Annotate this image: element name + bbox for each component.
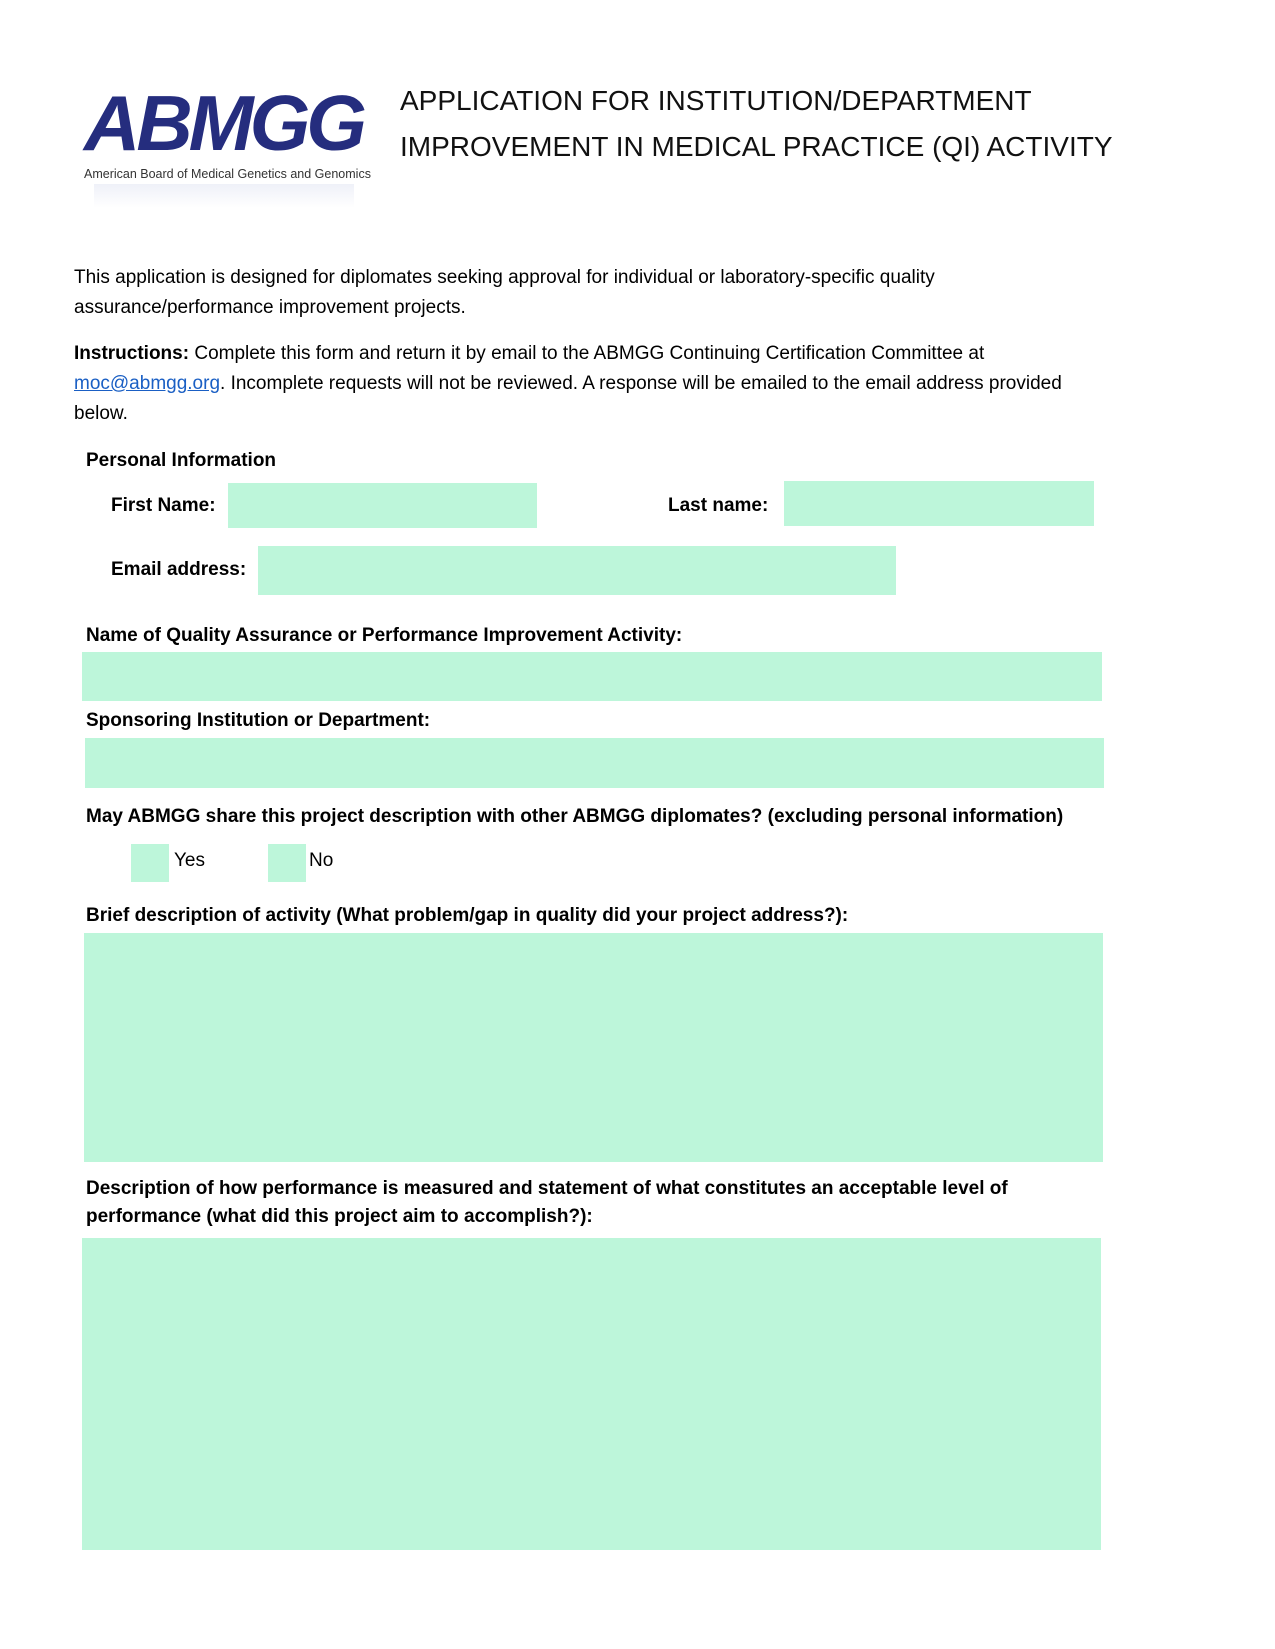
brief-description-field[interactable] — [84, 933, 1103, 1162]
share-yes-label: Yes — [174, 850, 205, 871]
title-line-2: IMPROVEMENT IN MEDICAL PRACTICE (QI) ACTIVITY — [400, 131, 1113, 162]
title-line-1: APPLICATION FOR INSTITUTION/DEPARTMENT — [400, 85, 1032, 116]
logo-subtitle: American Board of Medical Genetics and Genomics — [84, 167, 371, 181]
page-title — [400, 78, 1113, 170]
dna-graphic — [94, 184, 354, 208]
measure-description-field[interactable] — [82, 1238, 1101, 1550]
last-name-label: Last name: — [668, 495, 769, 516]
last-name-field[interactable] — [784, 481, 1094, 526]
share-no-checkbox[interactable] — [268, 844, 306, 882]
share-question: May ABMGG share this project description with other ABMGG diplomates? (excluding personal information) — [86, 806, 1064, 827]
instructions-text-2: . Incomplete requests will not be reviewed. A response will be emailed to the email address provided below. — [74, 373, 1062, 424]
sponsor-label: Sponsoring Institution or Department: — [86, 710, 431, 731]
email-link[interactable]: moc@abmgg.org — [74, 373, 221, 394]
email-label: Email address: — [111, 559, 247, 580]
intro-text: This application is designed for diplomates seeking approval for individual or laboratory-specific quality assurance/performance improvement projects. — [74, 267, 935, 318]
sponsor-field[interactable] — [85, 738, 1104, 788]
share-yes-checkbox[interactable] — [131, 844, 169, 882]
instructions — [74, 339, 1094, 429]
logo-text: ABMGG — [84, 79, 363, 167]
activity-name-field[interactable] — [82, 652, 1102, 701]
abmgg-logo — [84, 79, 374, 209]
activity-name-label: Name of Quality Assurance or Performance Improvement Activity: — [86, 625, 683, 646]
measure-description-label: Description of how performance is measured and statement of what constitutes an acceptable level of performance (what did this project aim to accomplish?): — [86, 1178, 1008, 1227]
email-field[interactable] — [258, 546, 896, 595]
first-name-field[interactable] — [228, 483, 537, 528]
brief-description-label: Brief description of activity (What problem/gap in quality did your project address?): — [86, 905, 849, 926]
first-name-label: First Name: — [111, 495, 216, 516]
personal-info-heading: Personal Information — [86, 450, 277, 471]
instructions-label: Instructions: — [74, 343, 190, 364]
share-no-label: No — [309, 850, 334, 871]
instructions-text: Complete this form and return it by email to the ABMGG Continuing Certification Committee at — [189, 343, 985, 364]
